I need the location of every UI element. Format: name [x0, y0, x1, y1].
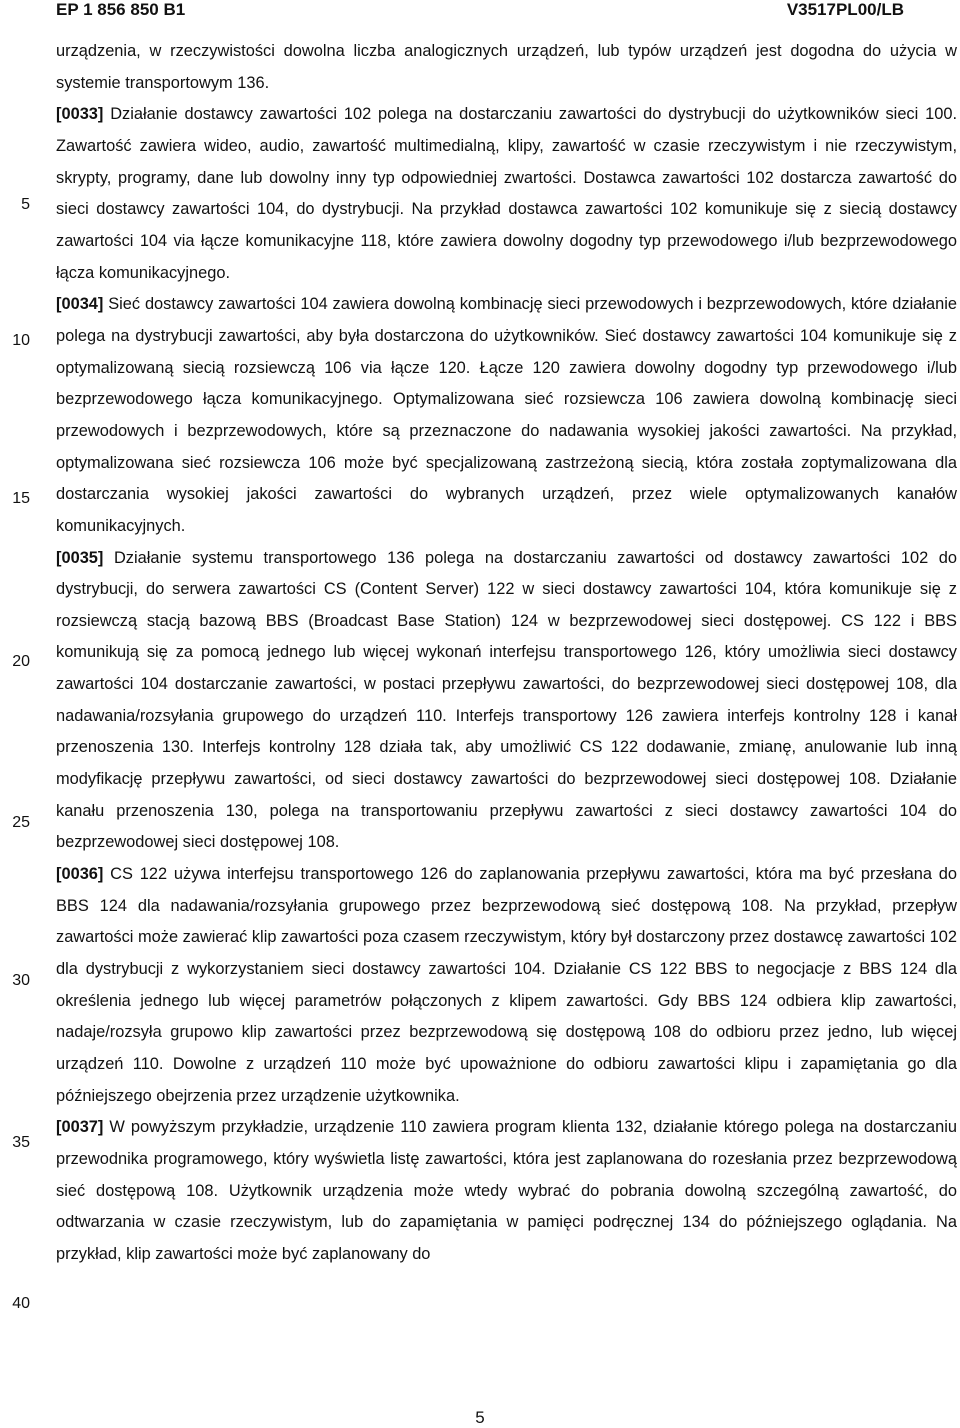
- paragraph-number: [0033]: [56, 105, 104, 124]
- paragraph-0034: [56, 289, 957, 542]
- paragraph-number: [0034]: [56, 295, 104, 314]
- document-code: V3517PL00/LB: [786, 0, 904, 19]
- paragraph-number: [0035]: [56, 548, 104, 567]
- paragraph-0035: [56, 543, 957, 860]
- line-number: 40: [12, 1295, 30, 1312]
- paragraph-0036: [56, 859, 957, 1112]
- paragraph-0033: [56, 99, 957, 289]
- paragraph-text: Sieć dostawcy zawartości 104 zawiera dowolną kombinację sieci przewodowych i bezprzewodowych, które działanie polega na dystrybucji zawartości, aby była dostarczona do użytkowników. Sieć dostawcy zawartości 104 komunikuje się z optymalizowaną siecią rozsiewczą 106 via łącze 120. Łącze 120 zawiera dowolny dogodny typ przewodowego i/lub bezprzewodowego łącza komunikacyjnego. Optymalizowana sieć rozsiewcza 106 zawiera dowolną kombinację sieci przewodowych i bezprzewodowych, które są przeznaczone do nadawania wysokiej jakości zawartości. Na przykład, optymalizowana sieć rozsiewcza 106 może być specjalizowaną zastrzeżoną siecią, która została zoptymalizowana dla dostarczania wysokiej jakości zawartości do wybranych urządzeń, przez wiele optymalizowanych kanałów komunikacyjnych.: [56, 295, 957, 535]
- line-number: 25: [12, 814, 30, 831]
- paragraph-text: W powyższym przykładzie, urządzenie 110 zawiera program klienta 132, działanie którego polega na dostarczaniu przewodnika programowego, który wyświetla listę zawartości, która jest zaplanowana do rozesłania przez bezprzewodową sieć dostępową 108. Użytkownik urządzenia może wtedy wybrać do pobrania dowolną szczególną zawartość, do odtwarzania w czasie rzeczywistym, lub do zapamiętania w pamięci podręcznej 134 do późniejszego oglądania. Na przykład, klip zawartości może być zaplanowany do: [56, 1118, 957, 1263]
- document-body: [56, 36, 957, 1271]
- line-number: 10: [12, 332, 30, 349]
- page-header: [0, 0, 960, 24]
- line-number: 35: [12, 1134, 30, 1151]
- paragraph-number: [0036]: [56, 865, 104, 884]
- patent-number: EP 1 856 850 B1: [56, 0, 186, 19]
- paragraph-text: CS 122 używa interfejsu transportowego 126 do zaplanowania przepływu zawartości, która ma być przesłana do BBS 124 dla nadawania/rozsyłania grupowego przez bezprzewodową sieć dostępową 108. Na przykład, przepływ zawartości może zawierać klip zawartości poza czasem rzeczywistym, który był dostarczony przez dostawcę zawartości 102 dla dystrybucji z wykorzystaniem sieci dostawcy zawartości 104. Działanie CS 122 BBS to negocjacje z BBS 124 dla określenia jednego lub więcej parametrów połączonych z klipem zawartości. Gdy BBS 124 odbiera klip zawartości, nadaje/rozsyła grupowo klip zawartości przez bezprzewodową się dostępową 108 do odbioru przez jedno, lub więcej urządzeń 110. Dowolne z urządzeń 110 może być upoważnione do odbioru zawartości klipu i zapamiętania go dla późniejszego obejrzenia przez urządzenie użytkownika.: [56, 865, 957, 1105]
- line-number: 20: [12, 653, 30, 670]
- paragraph-continuation: [56, 36, 957, 99]
- paragraph-number: [0037]: [56, 1118, 104, 1137]
- line-number: 5: [21, 196, 30, 213]
- paragraph-text: urządzenia, w rzeczywistości dowolna liczba analogicznych urządzeń, lub typów urządzeń jest dogodna do użycia w systemie transportowym 136.: [56, 42, 957, 92]
- line-number: 15: [12, 490, 30, 507]
- page-number: 5: [475, 1408, 485, 1427]
- line-number: 30: [12, 972, 30, 989]
- paragraph-0037: [56, 1112, 957, 1270]
- paragraph-text: Działanie dostawcy zawartości 102 polega na dostarczaniu zawartości do dystrybucji do użytkowników sieci 100. Zawartość zawiera wideo, audio, zawartość multimedialną, klipy, zawartość w czasie rzeczywistym i nie rzeczywistym, skrypty, programy, dane lub dowolny inny typ odpowiedniej zwartości. Dostawca zawartości 102 dostarcza zawartość do sieci dostawcy zawartości 104, do dystrybucji. Na przykład dostawca zawartości 102 komunikuje się z siecią dostawcy zawartości 104 via łącze komunikacyjne 118, które zawiera dowolny dogodny typ przewodowego i/lub bezprzewodowego łącza komunikacyjnego.: [56, 105, 957, 282]
- paragraph-text: Działanie systemu transportowego 136 polega na dostarczaniu zawartości od dostawcy zawartości 102 do dystrybucji, do serwera zawartości CS (Content Server) 122 w sieci dostawcy zawartości 104, która komunikuje się z rozsiewczą stacją bazową BBS (Broadcast Base Station) 124 w bezprzewodowej sieci dostępowej. CS 122 i BBS komunikują się za pomocą jednego lub więcej wykonań interfejsu transportowego 126, który umożliwia sieci dostawcy zawartości 104 dostarczanie zawartości, w postaci przepływu zawartości, do bezprzewodowej sieci dostępowej 108, dla nadawania/rozsyłania grupowego do urządzeń 110. Interfejs transportowy 126 zawiera interfejs kontrolny 128 i kanał przenoszenia 130. Interfejs kontrolny 128 działa tak, aby umożliwić CS 122 dodawanie, zmianę, anulowanie lub inną modyfikację przepływu zawartości, od sieci dostawcy zawartości do bezprzewodowej sieci dostępowej 108. Działanie kanału przenoszenia 130, polega na transportowaniu przepływu zawartości z sieci dostawcy zawartości 104 do bezprzewodowej sieci dostępowej 108.: [56, 548, 957, 852]
